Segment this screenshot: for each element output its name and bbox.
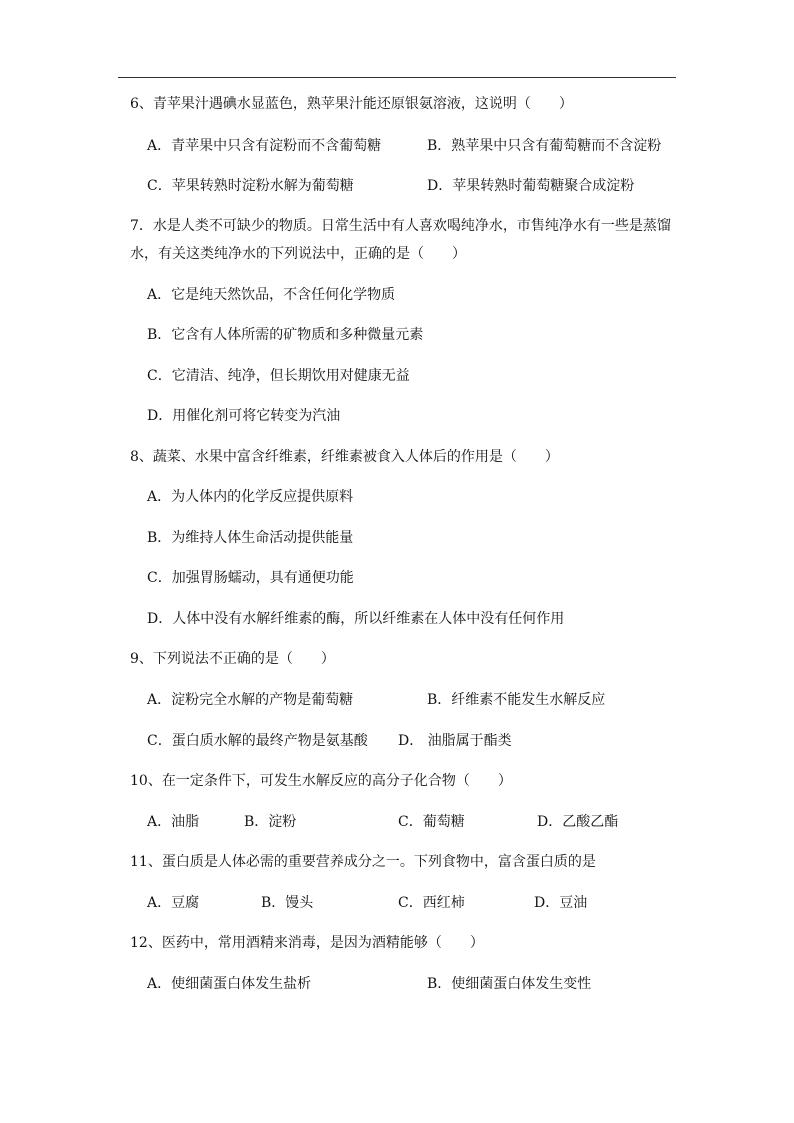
question-6-option-d: D．苹果转熟时葡萄糖聚合成淀粉 (427, 178, 635, 194)
question-8-option-c: C．加强胃肠蠕动，具有通便功能 (147, 570, 354, 586)
question-10-option-b: B．淀粉 (244, 814, 297, 830)
question-9-option-c: C．蛋白质水解的最终产物是氨基酸 (147, 733, 368, 749)
question-12-option-b: B．使细菌蛋白体发生变性 (427, 976, 592, 992)
question-9-option-a: A．淀粉完全水解的产物是葡萄糖 (147, 692, 354, 708)
question-7-stem-line-1: 7．水是人类不可缺少的物质。日常生活中有人喜欢喝纯净水，市售纯净水有一些是蒸馏 (130, 218, 671, 234)
question-7-option-a: A．它是纯天然饮品，不含任何化学物质 (147, 287, 396, 303)
question-7-stem-line-2: 水，有关这类纯净水的下列说法中，正确的是（ ） (130, 246, 466, 262)
question-6-option-c: C．苹果转熟时淀粉水解为葡萄糖 (147, 178, 354, 194)
question-11-option-a: A．豆腐 (147, 895, 200, 911)
question-12-stem: 12、医药中，常用酒精来消毒，是因为酒精能够（ ） (130, 935, 484, 951)
question-8-option-a: A．为人体内的化学反应提供原料 (147, 489, 354, 505)
question-7-option-c: C．它清洁、纯净，但长期饮用对健康无益 (147, 368, 410, 384)
question-11-stem: 11、蛋白质是人体必需的重要营养成分之一。下列食物中，富含蛋白质的是 (130, 854, 596, 870)
question-7-option-b: B．它含有人体所需的矿物质和多种微量元素 (147, 327, 424, 343)
question-9-option-b: B．纤维素不能发生水解反应 (427, 692, 606, 708)
question-11-option-c: C．西红柿 (398, 895, 465, 911)
header-rule (118, 77, 676, 78)
question-8-stem: 8、蔬菜、水果中富含纤维素，纤维素被食入人体后的作用是（ ） (130, 449, 559, 465)
question-10-option-c: C．葡萄糖 (398, 814, 465, 830)
question-12-option-a: A．使细菌蛋白体发生盐析 (147, 976, 312, 992)
question-7-option-d: D．用催化剂可将它转变为汽油 (147, 408, 341, 424)
question-6-option-b: B．熟苹果中只含有葡萄糖而不含淀粉 (427, 138, 662, 154)
question-8-option-d: D．人体中没有水解纤维素的酶，所以纤维素在人体中没有任何作用 (147, 611, 565, 627)
question-6-stem: 6、青苹果汁遇碘水显蓝色，熟苹果汁能还原银氨溶液，这说明（ ） (130, 96, 573, 112)
question-9-stem: 9、下列说法不正确的是（ ） (130, 651, 335, 667)
question-11-option-b: B．馒头 (261, 895, 314, 911)
question-11-option-d: D．豆油 (534, 895, 588, 911)
question-8-option-b: B．为维持人体生命活动提供能量 (147, 530, 354, 546)
question-9-option-d: D． 油脂属于酯类 (398, 733, 512, 749)
question-6-option-a: A．青苹果中只含有淀粉而不含葡萄糖 (147, 138, 382, 154)
question-10-option-a: A．油脂 (147, 814, 200, 830)
question-10-option-d: D．乙酸乙酯 (537, 814, 619, 830)
question-10-stem: 10、在一定条件下，可发生水解反应的高分子化合物（ ） (130, 773, 512, 789)
